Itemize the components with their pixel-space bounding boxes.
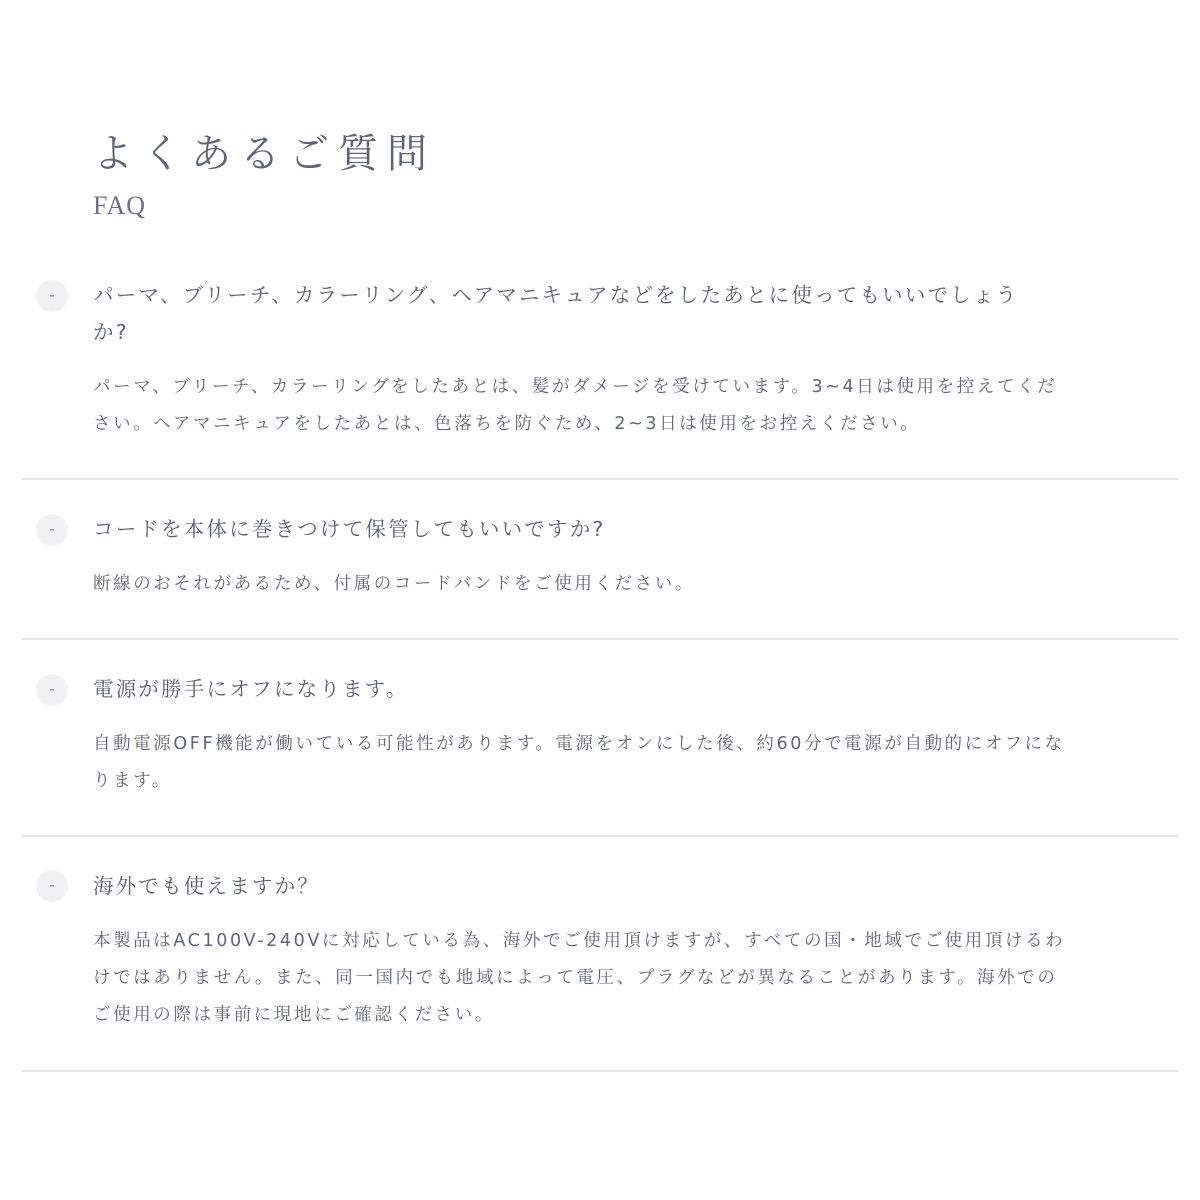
page-title: よくあるご質問: [93, 131, 436, 177]
faq-question[interactable]: パーマ、ブリーチ、カラーリング、ヘアマニキュアなどをしたあとに使ってもいいでしょうか?: [93, 283, 1019, 344]
faq-answer: パーマ、ブリーチ、カラーリングをしたあとは、髪がダメージを受けています。3~4日は使用を控えてください。ヘアマニキュアをしたあとは、色落ちを防ぐため、2~3日は使用をお控えください。: [93, 377, 1058, 434]
faq-answer: 自動電源OFF機能が働いている可能性があります。電源をオンにした後、約60分で電源が自動的にオフになります。: [93, 734, 1065, 791]
collapse-toggle-button[interactable]: -: [36, 674, 68, 706]
faq-answer: 断線のおそれがあるため、付属のコードバンドをご使用ください。: [93, 574, 695, 594]
faq-list: [22, 275, 1178, 1072]
faq-question[interactable]: コードを本体に巻きつけて保管してもいいですか?: [93, 517, 606, 541]
faq-answer: 本製品はAC100V-240Vに対応している為、海外でご使用頂けますが、すべての国・地域でご使用頂けるわけではありません。また、同一国内でも地域によって電圧、プラグなどが異なることがあります。海外でのご使用の際は事前に現地にご確認ください。: [93, 931, 1066, 1025]
faq-item: [22, 837, 1178, 1072]
faq-item: [22, 480, 1178, 640]
page-subtitle: FAQ: [93, 191, 147, 220]
collapse-toggle-button[interactable]: -: [36, 280, 68, 312]
faq-item: [22, 275, 1178, 480]
faq-item: [22, 640, 1178, 837]
faq-header: [93, 128, 436, 222]
faq-question[interactable]: 電源が勝手にオフになります。: [93, 677, 409, 701]
collapse-toggle-button[interactable]: -: [36, 514, 68, 546]
collapse-toggle-button[interactable]: -: [36, 870, 68, 902]
faq-question[interactable]: 海外でも使えますか？: [93, 874, 320, 898]
